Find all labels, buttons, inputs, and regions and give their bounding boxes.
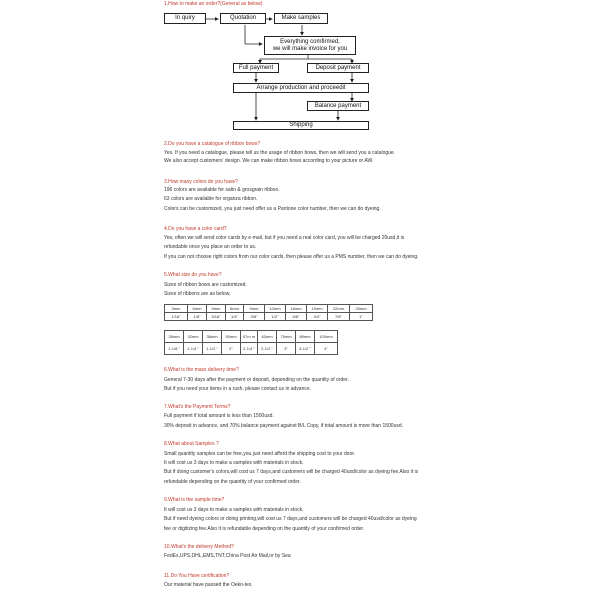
- faq-answer-4-line-3: If you can not choose right colors from our color cards, then please offer us a PMS number, then we can do dyeing.: [164, 254, 419, 260]
- faq-question-9: 9.What is the sample time?: [164, 497, 225, 503]
- table-cell: 57m m: [241, 331, 258, 343]
- table-cell: 16mm: [286, 305, 307, 313]
- table-cell: 3mm: [165, 305, 188, 313]
- table-cell: 1-1/8 ": [165, 343, 184, 355]
- faq-question-3: 3.How many colors do you have?: [164, 179, 238, 185]
- faq-answer-11-line-1: Our material have passed the Oeko-tex.: [164, 582, 253, 588]
- table-cell: 7/8": [328, 313, 350, 321]
- faq-answer-9-line-1: It will cost us 3 days to make a samples with materials in stock.: [164, 507, 304, 513]
- table-cell: 38mm: [203, 331, 222, 343]
- table-cell: 22mm: [328, 305, 350, 313]
- table-cell: 28mm: [165, 331, 184, 343]
- table-cell: 6mm: [188, 305, 207, 313]
- table-cell: 100mm: [315, 331, 338, 343]
- table-cell: 75mm: [277, 331, 296, 343]
- faq-question-8: 8.What about Samples ?: [164, 441, 219, 447]
- ribbon-size-table-2: [164, 330, 338, 355]
- table-cell: 1/8": [188, 313, 207, 321]
- table-row: [165, 305, 373, 313]
- flow-heading: 1.How to make an order?(General as below): [164, 1, 263, 7]
- table-cell: 32mm: [184, 331, 203, 343]
- faq-answer-5-line-1: Sizes of ribbon bows are customized.: [164, 282, 247, 288]
- faq-question-11: 11.Do You Have certification?: [164, 573, 230, 579]
- faq-answer-7-line-2: 30% deposit in advance, and 70% balance payment against B/L Copy, if total amount is more than 1500usd.: [164, 423, 404, 429]
- confirmed-line-2: we will make invoice for you: [272, 45, 348, 52]
- faq-answer-10-line-1: FedEx,UPS,DHL,EMS,TNT,China Post Air Mail,or by Sea: [164, 553, 291, 559]
- table-cell: 3-1/2 ": [296, 343, 315, 355]
- faq-answer-5-line-2: Sizes of ribbons are as below,: [164, 291, 231, 297]
- faq-question-6: 6.What is the mass delivery time?: [164, 367, 239, 373]
- table-cell: 25mm: [350, 305, 373, 313]
- table-cell: 1/2": [265, 313, 286, 321]
- faq-question-10: 10.What's the delivery Method?: [164, 544, 234, 550]
- table-cell: 89mm: [296, 331, 315, 343]
- table-cell: 2": [222, 343, 241, 355]
- table-cell: 1": [350, 313, 373, 321]
- table-cell: 1/4": [226, 313, 244, 321]
- table-cell: 3/4": [307, 313, 328, 321]
- balance-payment-box: Balance payment: [307, 101, 369, 111]
- faq-question-5: 5.What size do you have?: [164, 272, 222, 278]
- table-cell: 1-1/4 ": [184, 343, 203, 355]
- table-cell: 10mm: [265, 305, 286, 313]
- confirmed-line-1: Everything comfirmed,: [280, 38, 340, 45]
- full-payment-box: Full payment: [233, 63, 279, 73]
- faq-answer-9-line-3: fee or digitizing fee.Also it is refundable depending on the quantity of your confirmed order.: [164, 526, 365, 532]
- faq-answer-8-line-1: Small quantity samples can be free,you just need afford the shipping cost to your door.: [164, 451, 356, 457]
- table-cell: 1/16": [165, 313, 188, 321]
- faq-answer-6-line-1: General 7-30 days after the payment or deposit, depending on the quantity of order.: [164, 377, 349, 383]
- faq-answer-6-line-2: But if you need your items in a rush, please contact us in advance.: [164, 386, 312, 392]
- table-cell: 4": [315, 343, 338, 355]
- table-cell: 50mm: [222, 331, 241, 343]
- faq-question-7: 7.What's the Payment Terms?: [164, 404, 231, 410]
- faq-answer-8-line-3: But if doing customer's colors,will cost us 7 days,and customers will be charged 40usd/color as dyeing fee.Also it is: [164, 469, 419, 475]
- faq-answer-2-line-1: Yes. If you need a catalogue, please tell us the usage of ribbon bows, then we will send you a catalogue.: [164, 150, 396, 156]
- arrange-production-box: Arrange production and proceedit: [233, 83, 369, 93]
- table-cell: 2-1/2 ": [258, 343, 277, 355]
- table-cell: 19mm: [307, 305, 328, 313]
- table-cell: 63mm: [258, 331, 277, 343]
- table-row: [165, 331, 338, 343]
- shipping-box: Shipping: [233, 121, 369, 130]
- faq-answer-3-line-1: 196 colors are available for satin & grosgrain ribbon.: [164, 187, 280, 193]
- inquiry-box: In quiry: [164, 13, 206, 24]
- faq-answer-2-line-2: We also accept customers' design. We can make ribbon bows according to your picture or AW.: [164, 158, 374, 164]
- faq-answer-9-line-2: But if need dyeing colors or doing printing,will cost us 7 days,and customers will be charged 40usd/color as dyeing: [164, 516, 417, 522]
- table-cell: 3/8": [244, 313, 265, 321]
- table-cell: 3": [277, 343, 296, 355]
- faq-answer-8-line-2: It will cost us 3 days to make a samples with materials in stock.: [164, 460, 304, 466]
- table-cell: 3/16": [207, 313, 226, 321]
- faq-answer-3-line-2: 63 colors are available for organza ribbon.: [164, 196, 258, 202]
- table-cell: 9mm: [207, 305, 226, 313]
- table-cell: 9mm: [244, 305, 265, 313]
- table-row: [165, 343, 338, 355]
- ribbon-size-table-1: [164, 304, 373, 321]
- faq-question-4: 4.Do you have a color card?: [164, 226, 227, 232]
- faq-answer-4-line-2: refundable once you place an order to us.: [164, 244, 257, 250]
- confirmed-box: [264, 36, 356, 55]
- table-row: [165, 313, 373, 321]
- table-cell: 2-1/4 ": [241, 343, 258, 355]
- faq-question-2: 2.Do you have a catalogue of ribbon bows?: [164, 141, 261, 147]
- table-cell: 6mm: [226, 305, 244, 313]
- faq-answer-3-line-3: Colors can be customized, you just need offer us a Pantone color number, then we can do dyeing.: [164, 206, 381, 212]
- table-cell: 5/8": [286, 313, 307, 321]
- table-cell: 1-1/2 ": [203, 343, 222, 355]
- make-samples-box: Make samples: [274, 13, 328, 24]
- faq-answer-7-line-1: Full payment if total amount is less than 1500usd.: [164, 413, 274, 419]
- deposit-payment-box: Deposit payment: [307, 63, 369, 73]
- quotation-box: Quotation: [220, 13, 266, 24]
- faq-answer-8-line-4: refundable depending on the quantity of your confirmed order.: [164, 479, 301, 485]
- faq-answer-4-line-1: Yes, often we will send color cards by e-mail, but if you need a real color card, you will be charged 20usd,it is: [164, 235, 405, 241]
